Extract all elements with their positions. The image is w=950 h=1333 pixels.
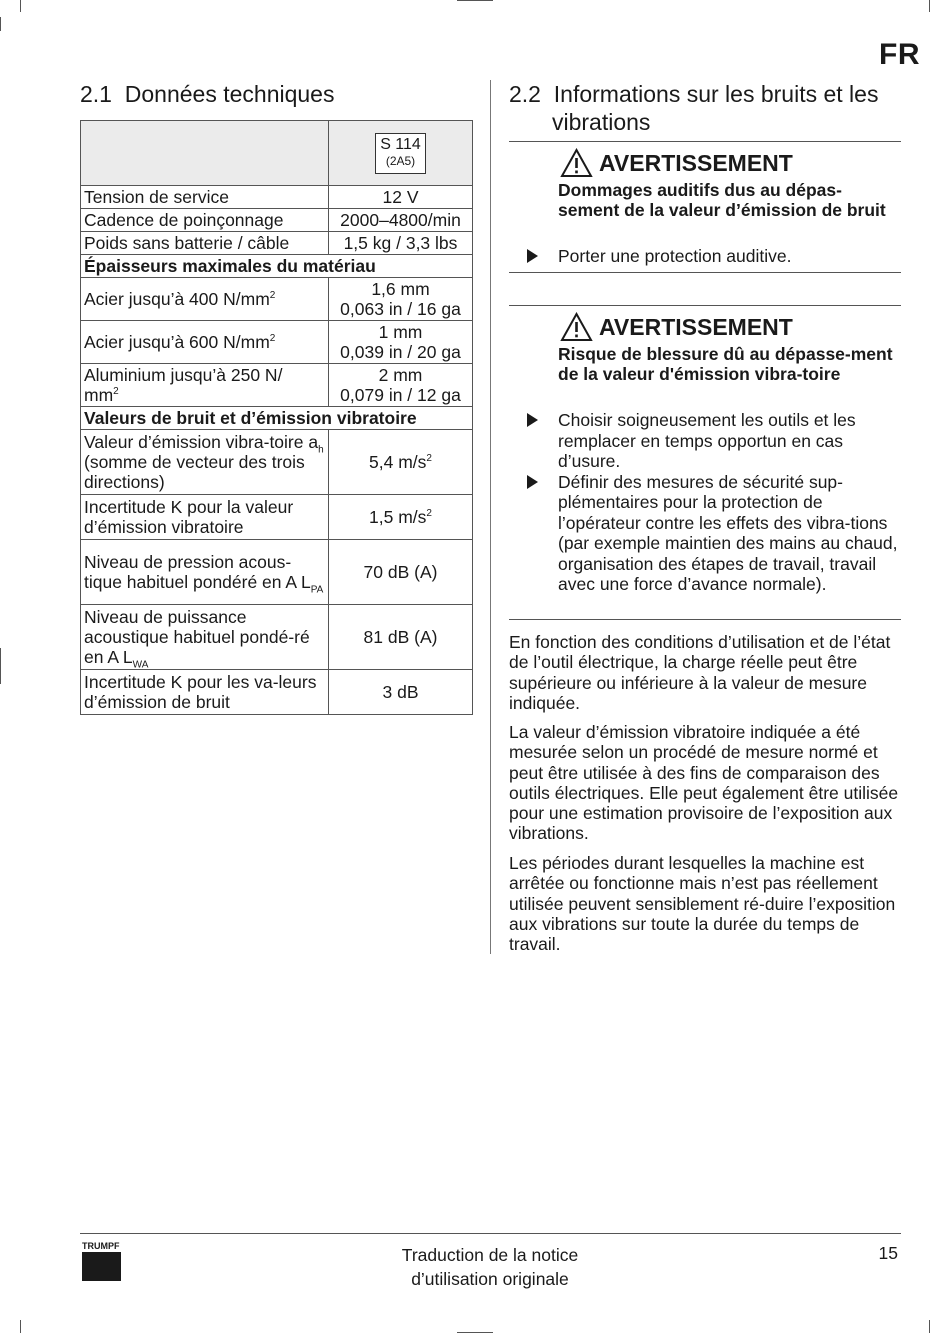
bullet-text: Définir des mesures de sécurité sup-plémentaires pour la protection de l’opérateur contre les effets des vibra-tions (par exemple maintien des mains au chaud, organisation des étapes de travail, travail avec une force d’avance normale). <box>558 471 898 594</box>
technical-data-table <box>80 120 473 715</box>
table-row <box>81 540 473 605</box>
table-section-row <box>81 255 473 278</box>
warning2-bullets <box>509 410 901 595</box>
row-value: 1,5 kg / 3,3 lbs <box>329 232 473 255</box>
alu250-label-line1: Aluminium jusqu’à 250 N/ <box>84 365 283 385</box>
footer-title-line1: Traduction de la notice <box>401 1245 579 1265</box>
list-item <box>509 246 901 268</box>
warning-icon <box>560 312 593 342</box>
row-value: 70 dB (A) <box>329 540 473 605</box>
subscript: PA <box>310 584 324 596</box>
warning1-bullets <box>509 246 901 268</box>
steel600-label: Acier jusqu’à 600 N/mm <box>84 332 270 352</box>
warning1-bottom-rule <box>509 272 901 273</box>
paragraph-2: La valeur d’émission vibratoire indiquée a été mesurée selon un procédé de mesure normé et peut être utilisée à des fins de comparaison des outils électriques. Elle peut également être utilisée pour une estimation provisoire de l’exposition aux vibrations. <box>509 722 899 844</box>
table-row <box>81 670 473 715</box>
footer-rule <box>80 1233 901 1234</box>
warning1-subtitle: Dommages auditifs dus au dépas-sement de la valeur d’émission de bruit <box>558 180 886 220</box>
value-imperial: 0,079 in / 12 ga <box>340 385 461 405</box>
model-name: S 114 <box>380 135 421 153</box>
table-row <box>81 321 473 364</box>
table-row <box>81 364 473 407</box>
row-value: 81 dB (A) <box>329 605 473 670</box>
crop-mark-bottom-right <box>929 1320 930 1333</box>
bullet-text: Porter une protection auditive. <box>558 246 792 266</box>
row-value <box>329 495 473 540</box>
row-label <box>81 605 329 670</box>
row-value <box>329 278 473 321</box>
superscript: 2 <box>269 290 276 302</box>
section-label-noise: Valeurs de bruit et d’émission vibratoire <box>81 407 473 430</box>
superscript: 2 <box>269 333 276 345</box>
bullet-arrow-icon <box>509 246 558 268</box>
alu250-label-line2: mm <box>84 385 114 405</box>
paragraph-1: En fonction des conditions d’utilisation et de l’état de l’outil électrique, la charge réelle peut être supérieure ou inférieure à la valeur de mesure indiquée. <box>509 632 891 713</box>
value-metric: 1,6 mm <box>371 279 430 299</box>
warning1-title <box>560 148 793 178</box>
warning2-subtitle: Risque de blessure dû au dépasse-ment de la valeur d'émission vibra-toire <box>558 344 893 384</box>
crop-mark-top-left <box>20 0 21 12</box>
crop-mark-top-right <box>929 0 930 12</box>
table-row <box>81 495 473 540</box>
section-title: Données techniques <box>124 81 335 107</box>
value-metric: 1 mm <box>378 322 423 342</box>
warning2-title <box>560 312 793 342</box>
page-number: 15 <box>878 1243 898 1263</box>
row-value <box>329 321 473 364</box>
bullet-arrow-icon <box>509 472 558 595</box>
table-row <box>81 232 473 255</box>
table-header-row <box>81 121 473 186</box>
table-row <box>81 209 473 232</box>
crop-mark-top <box>457 0 493 1</box>
row-value <box>329 430 473 495</box>
row-label <box>81 430 329 495</box>
table-section-row <box>81 407 473 430</box>
row-label: Poids sans batterie / câble <box>81 232 329 255</box>
value-imperial: 0,039 in / 20 ga <box>340 342 461 362</box>
table-row <box>81 430 473 495</box>
list-item <box>509 472 901 595</box>
row-label: Cadence de poinçonnage <box>81 209 329 232</box>
bullet-arrow-icon <box>509 410 558 472</box>
model-variant: (2A5) <box>385 153 416 168</box>
bullet-text: Choisir soigneusement les outils et les remplacer en temps opportun en cas d’usure. <box>558 410 856 471</box>
section-label-thickness: Épaisseurs maximales du matériau <box>81 255 473 278</box>
warning1-title-text: AVERTISSEMENT <box>599 149 793 176</box>
subscript: WA <box>132 659 149 671</box>
section-number: 2.2 <box>509 81 541 107</box>
row-label <box>81 540 329 605</box>
superscript: 2 <box>426 453 432 465</box>
steel400-label: Acier jusqu’à 400 N/mm <box>84 289 270 309</box>
header-empty-cell <box>81 121 329 186</box>
section-number: 2.1 <box>80 81 112 107</box>
row-label <box>81 278 329 321</box>
section-heading-technical-data <box>80 80 334 108</box>
row-value <box>329 364 473 407</box>
superscript: 2 <box>113 386 119 398</box>
vibration-value: 5,4 m/s <box>369 452 427 472</box>
crop-mark-left-mid <box>0 648 1 684</box>
row-label <box>81 364 329 407</box>
warning2-top-rule <box>509 305 901 306</box>
row-label: Incertitude K pour la valeur d’émission vibratoire <box>81 495 329 540</box>
superscript: 2 <box>426 508 432 520</box>
value-metric: 2 mm <box>378 365 423 385</box>
trumpf-logo-icon <box>82 1252 121 1281</box>
warning2-title-text: AVERTISSEMENT <box>599 313 793 340</box>
row-label: Tension de service <box>81 186 329 209</box>
warning2-bottom-rule <box>509 619 901 620</box>
warning1-top-rule <box>509 141 901 142</box>
column-divider <box>490 80 491 954</box>
row-label: Incertitude K pour les va-leurs d’émission de bruit <box>81 670 329 715</box>
table-row <box>81 186 473 209</box>
row-label <box>81 321 329 364</box>
list-item <box>509 410 901 472</box>
section-heading-noise-vibration <box>509 80 909 136</box>
trumpf-logo-text: TRUMPF <box>82 1241 120 1251</box>
footer-title <box>340 1243 640 1291</box>
table-row <box>81 605 473 670</box>
paragraph-3: Les périodes durant lesquelles la machine est arrêtée ou fonctionne mais n’est pas réellement utilisée peuvent sensiblement ré-duire l’exposition aux vibrations sur toute la durée du temps de travail. <box>509 853 896 955</box>
section-title-line2: vibrations <box>552 109 651 135</box>
row-value: 3 dB <box>329 670 473 715</box>
section-title-line1: Informations sur les bruits et les <box>553 81 879 107</box>
uncertainty-vib-value: 1,5 m/s <box>369 507 427 527</box>
pressure-label: Niveau de pression acous-tique habituel pondéré en A L <box>84 552 311 592</box>
model-box <box>375 133 426 174</box>
value-imperial: 0,063 in / 16 ga <box>340 299 461 319</box>
language-badge: FR <box>879 38 920 71</box>
table-row <box>81 278 473 321</box>
footer-title-line2: d’utilisation originale <box>411 1269 569 1289</box>
crop-mark-left-top <box>0 17 1 31</box>
warning-icon <box>560 148 593 178</box>
model-header-cell <box>329 121 473 186</box>
row-value: 2000–4800/min <box>329 209 473 232</box>
crop-mark-bottom-left <box>20 1320 21 1333</box>
row-value: 12 V <box>329 186 473 209</box>
power-label: Niveau de puissance acoustique habituel pondé-ré en A L <box>84 607 310 667</box>
vibration-label-pre: Valeur d’émission vibra-toire a <box>84 432 319 452</box>
vibration-label-post: (somme de vecteur des trois directions) <box>84 452 305 492</box>
subscript: h <box>318 444 324 456</box>
technical-data-table-container <box>80 120 472 715</box>
